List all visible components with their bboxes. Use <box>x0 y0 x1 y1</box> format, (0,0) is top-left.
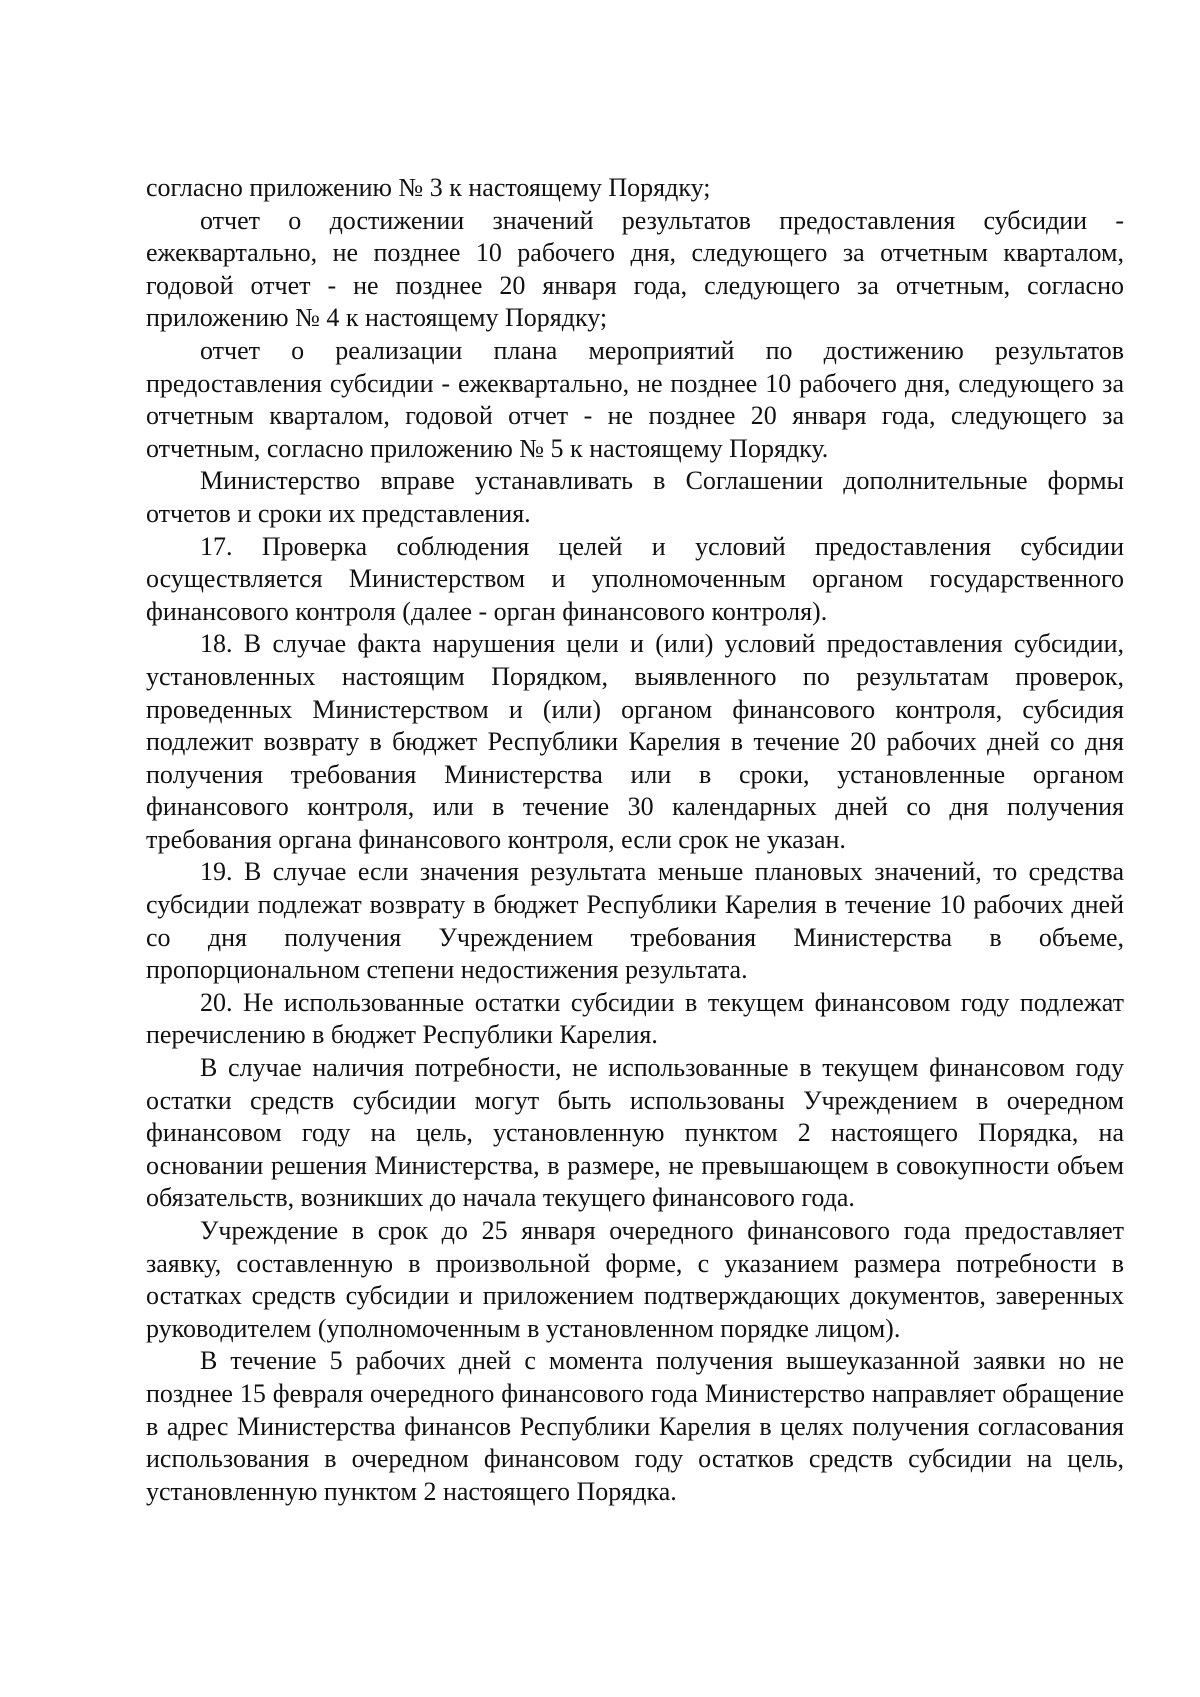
paragraph-remaining-funds: В случае наличия потребности, не использованные в текущем финансовом году остатки средств субсидии могут быть использованы Учреждением в очередном финансовом году на цель, установленную пунктом 2 настоящего Порядка, на основании решения Министерства, в размере, не превышающем в совокупности объем обязательств, возникших до начала текущего финансового года. <box>146 1053 1124 1213</box>
paragraph-additional-forms: Министерство вправе устанавливать в Соглашении дополнительные формы отчетов и сроки их представления. <box>146 466 1124 528</box>
paragraph-item-17: 17. Проверка соблюдения целей и условий предоставления субсидии осуществляется Министерством и уполномоченным органом государственного финансового контроля (далее - орган финансового контроля). <box>146 531 1124 626</box>
paragraph-continuation: согласно приложению № 3 к настоящему Порядку; <box>146 173 711 202</box>
paragraph-approval: В течение 5 рабочих дней с момента получения вышеуказанной заявки но не позднее 15 февраля очередного финансового года Министерство направляет обращение в адрес Министерства финансов Республики Карелия в целях получения согласования использования в очередном финансовом году остатков средств субсидии на цель, установленную пунктом 2 настоящего Порядка. <box>146 1346 1124 1506</box>
paragraph-item-18: 18. В случае факта нарушения цели и (или) условий предоставления субсидии, установленных настоящим Порядком, выявленного по результатам проверок, проведенных Министерством и (или) органом финансового контроля, субсидия подлежит возврату в бюджет Республики Карелия в течение 20 рабочих дней со дня получения требования Министерства или в сроки, установленные органом финансового контроля, или в течение 30 календарных дней со дня получения требования органа финансового контроля, если срок не указан. <box>146 629 1124 854</box>
document-body <box>146 172 1124 1508</box>
paragraph-item-19: 19. В случае если значения результата меньше плановых значений, то средства субсидии подлежат возврату в бюджет Республики Карелия в течение 10 рабочих дней со дня получения Учреждением требования Министерства в объеме, пропорциональном степени недостижения результата. <box>146 857 1124 985</box>
paragraph-application: Учреждение в срок до 25 января очередного финансового года предоставляет заявку, составленную в произвольной форме, с указанием размера потребности в остатках средств субсидии и приложением подтверждающих документов, заверенных руководителем (уполномоченным в установленном порядке лицом). <box>146 1216 1124 1343</box>
paragraph-item-20: 20. Не использованные остатки субсидии в текущем финансовом году подлежат перечислению в бюджет Республики Карелия. <box>146 987 1124 1050</box>
paragraph-report-results: отчет о достижении значений результатов предоставления субсидии - ежеквартально, не позднее 10 рабочего дня, следующего за отчетным кварталом, годовой отчет - не позднее 20 января года, следующего за отчетным, согласно приложению № 4 к настоящему Порядку; <box>146 205 1124 333</box>
paragraph-report-plan: отчет о реализации плана мероприятий по достижению результатов предоставления субсидии - ежеквартально, не позднее 10 рабочего дня, следующего за отчетным кварталом, годовой отчет - не позднее 20 января года, следующего за отчетным, согласно приложению № 5 к настоящему Порядку. <box>146 335 1124 463</box>
